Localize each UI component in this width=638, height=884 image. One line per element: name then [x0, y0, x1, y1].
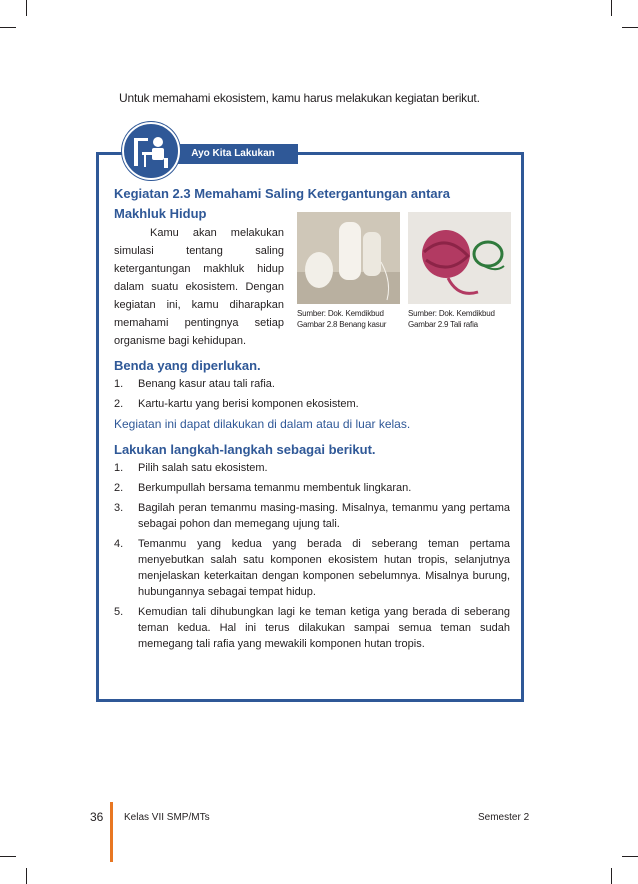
crop-mark [0, 27, 16, 28]
figure-caption [297, 308, 386, 330]
steps-list [114, 460, 510, 652]
list-item [114, 500, 510, 532]
activity-banner: Ayo Kita Lakukan [168, 144, 298, 164]
list-text: Pilih salah satu ekosistem. [138, 462, 268, 474]
activity-title-line1: Kegiatan 2.3 Memahami Saling Ketergantungan antara [114, 186, 450, 201]
list-item [114, 604, 510, 652]
crop-mark [611, 868, 612, 884]
figure-source: Sumber: Dok. Kemdikbud [297, 309, 384, 318]
crop-mark [26, 0, 27, 16]
list-text: Kemudian tali dihubungkan lagi ke teman ketiga yang berada di seberang teman kedua. Hal ini terus dilakukan sampai semua teman sudah memegang tali rafia yang mewakili komponen hutan tropis. [138, 606, 510, 650]
figure-caption [408, 308, 495, 330]
crop-mark [0, 856, 16, 857]
figure-title: Gambar 2.8 Benang kasur [297, 320, 387, 329]
figure-title: Gambar 2.9 Tali rafia [408, 320, 478, 329]
list-text: Kartu-kartu yang berisi komponen ekosistem. [138, 398, 359, 410]
list-number: 5. [114, 606, 124, 618]
page-number: 36 [90, 810, 104, 824]
thread-spools-photo [297, 212, 400, 304]
crop-mark [26, 868, 27, 884]
list-item [114, 396, 510, 412]
list-text: Benang kasur atau tali rafia. [138, 378, 275, 390]
student-desk-icon [122, 122, 180, 180]
list-number: 2. [114, 482, 124, 494]
crop-mark [622, 856, 638, 857]
activity-note: Kegiatan ini dapat dilakukan di dalam atau di luar kelas. [114, 417, 411, 431]
list-item [114, 460, 510, 476]
materials-list [114, 376, 510, 412]
list-number: 1. [114, 462, 124, 474]
list-item [114, 480, 510, 496]
list-text: Bagilah peran temanmu masing-masing. Misalnya, temanmu yang pertama sebagai pohon dan memegang ujung tali. [138, 502, 510, 530]
activity-title-line2: Makhluk Hidup [114, 206, 207, 221]
list-text: Temanmu yang kedua yang berada di seberang teman pertama menyebutkan salah satu komponen ekosistem hutan tropis, selanjutnya menjelaskan keterkaitan dengan komponen sebelumnya. Misalnya burung, hubungannya sebagai tempat hidup. [138, 538, 510, 598]
intro-text: Untuk memahami ekosistem, kamu harus melakukan kegiatan berikut. [119, 91, 480, 105]
list-item [114, 536, 510, 600]
list-number: 3. [114, 502, 124, 514]
list-text: Berkumpullah bersama temanmu membentuk lingkaran. [138, 482, 412, 494]
list-item [114, 376, 510, 392]
footer-semester-label: Semester 2 [478, 812, 530, 823]
figure-source: Sumber: Dok. Kemdikbud [408, 309, 495, 318]
list-number: 1. [114, 378, 124, 390]
list-number: 2. [114, 398, 124, 410]
materials-heading: Benda yang diperlukan. [114, 358, 261, 373]
crop-mark [622, 27, 638, 28]
raffia-rope-photo [408, 212, 511, 304]
crop-mark [611, 0, 612, 16]
footer-class-label: Kelas VII SMP/MTs [124, 812, 210, 823]
list-number: 4. [114, 538, 124, 550]
steps-heading: Lakukan langkah-langkah sebagai berikut. [114, 442, 376, 457]
footer-accent-bar [110, 802, 113, 862]
activity-lead: Kamu akan melakukan simulasi tentang saling ketergantungan makhluk hidup dalam suatu ekosistem. Dengan kegiatan ini, kamu diharapkan memahami pentingnya setiap organisme bagi kehidupan. [114, 227, 284, 347]
